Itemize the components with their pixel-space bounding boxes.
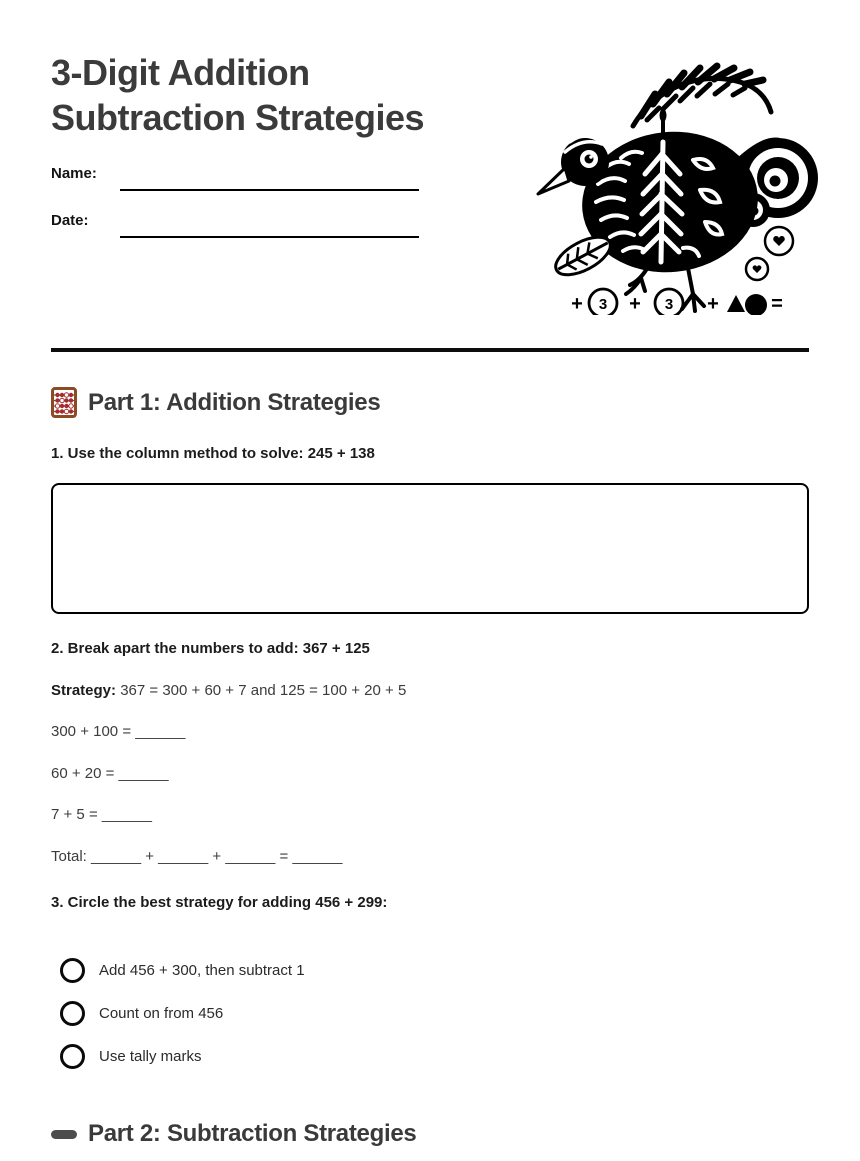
radio-circle[interactable] bbox=[60, 1044, 85, 1069]
section-divider bbox=[51, 348, 809, 352]
date-label: Date: bbox=[51, 212, 89, 229]
part2-heading: Part 2: Subtraction Strategies bbox=[88, 1120, 417, 1147]
option-label: Use tally marks bbox=[99, 1047, 202, 1065]
question1-label: 1. Use the column method to solve: 245 + 138 bbox=[51, 445, 375, 462]
plus-sign: + bbox=[707, 293, 719, 315]
page-title-line1: 3-Digit Addition bbox=[51, 52, 310, 93]
equals-sign: = bbox=[771, 293, 783, 315]
abacus-icon bbox=[51, 387, 77, 418]
strategy-option-3 bbox=[60, 1044, 202, 1068]
name-input-line[interactable] bbox=[120, 167, 419, 191]
option-label: Count on from 456 bbox=[99, 1004, 224, 1022]
strategy-label: Strategy: bbox=[51, 682, 117, 699]
part1-heading: Part 1: Addition Strategies bbox=[88, 388, 381, 416]
fern-frond bbox=[633, 66, 771, 126]
radio-circle[interactable] bbox=[60, 958, 85, 983]
number-three: 3 bbox=[664, 296, 674, 313]
question3-label: 3. Circle the best strategy for adding 456 + 299: bbox=[51, 894, 388, 911]
equation-row bbox=[571, 289, 783, 315]
fern-leaf bbox=[550, 230, 616, 283]
strategy-line bbox=[51, 682, 406, 699]
strategy-option-2 bbox=[60, 1001, 223, 1025]
part2-header bbox=[51, 1120, 416, 1148]
blank-equation-line: 60 + 20 = ______ bbox=[51, 765, 169, 782]
page-title-line2: Subtraction Strategies bbox=[51, 97, 425, 138]
part1-header bbox=[51, 387, 380, 418]
blank-equation-line: 7 + 5 = ______ bbox=[51, 806, 152, 823]
total-line: Total: ______ + ______ + ______ = ______ bbox=[51, 848, 343, 865]
strategy-option-1 bbox=[60, 958, 305, 982]
kiwi-illustration bbox=[535, 60, 820, 315]
work-area-box[interactable] bbox=[51, 483, 809, 614]
option-label: Add 456 + 300, then subtract 1 bbox=[99, 961, 305, 979]
plus-sign: + bbox=[571, 293, 583, 315]
plus-sign: + bbox=[629, 293, 641, 315]
circle-shape bbox=[745, 294, 767, 315]
heavy-minus-icon bbox=[51, 1130, 77, 1139]
number-three: 3 bbox=[598, 296, 608, 313]
name-label: Name: bbox=[51, 165, 97, 182]
question2-label: 2. Break apart the numbers to add: 367 + 125 bbox=[51, 640, 370, 657]
radio-circle[interactable] bbox=[60, 1001, 85, 1026]
strategy-text: 367 = 300 + 60 + 7 and 125 = 100 + 20 + 5 bbox=[116, 682, 407, 699]
kiwi-beak bbox=[538, 168, 569, 194]
blank-equation-line: 300 + 100 = ______ bbox=[51, 723, 186, 740]
triangle-shape bbox=[727, 295, 745, 312]
date-input-line[interactable] bbox=[120, 214, 419, 238]
page-title bbox=[51, 50, 571, 140]
heart-circles bbox=[746, 227, 793, 280]
